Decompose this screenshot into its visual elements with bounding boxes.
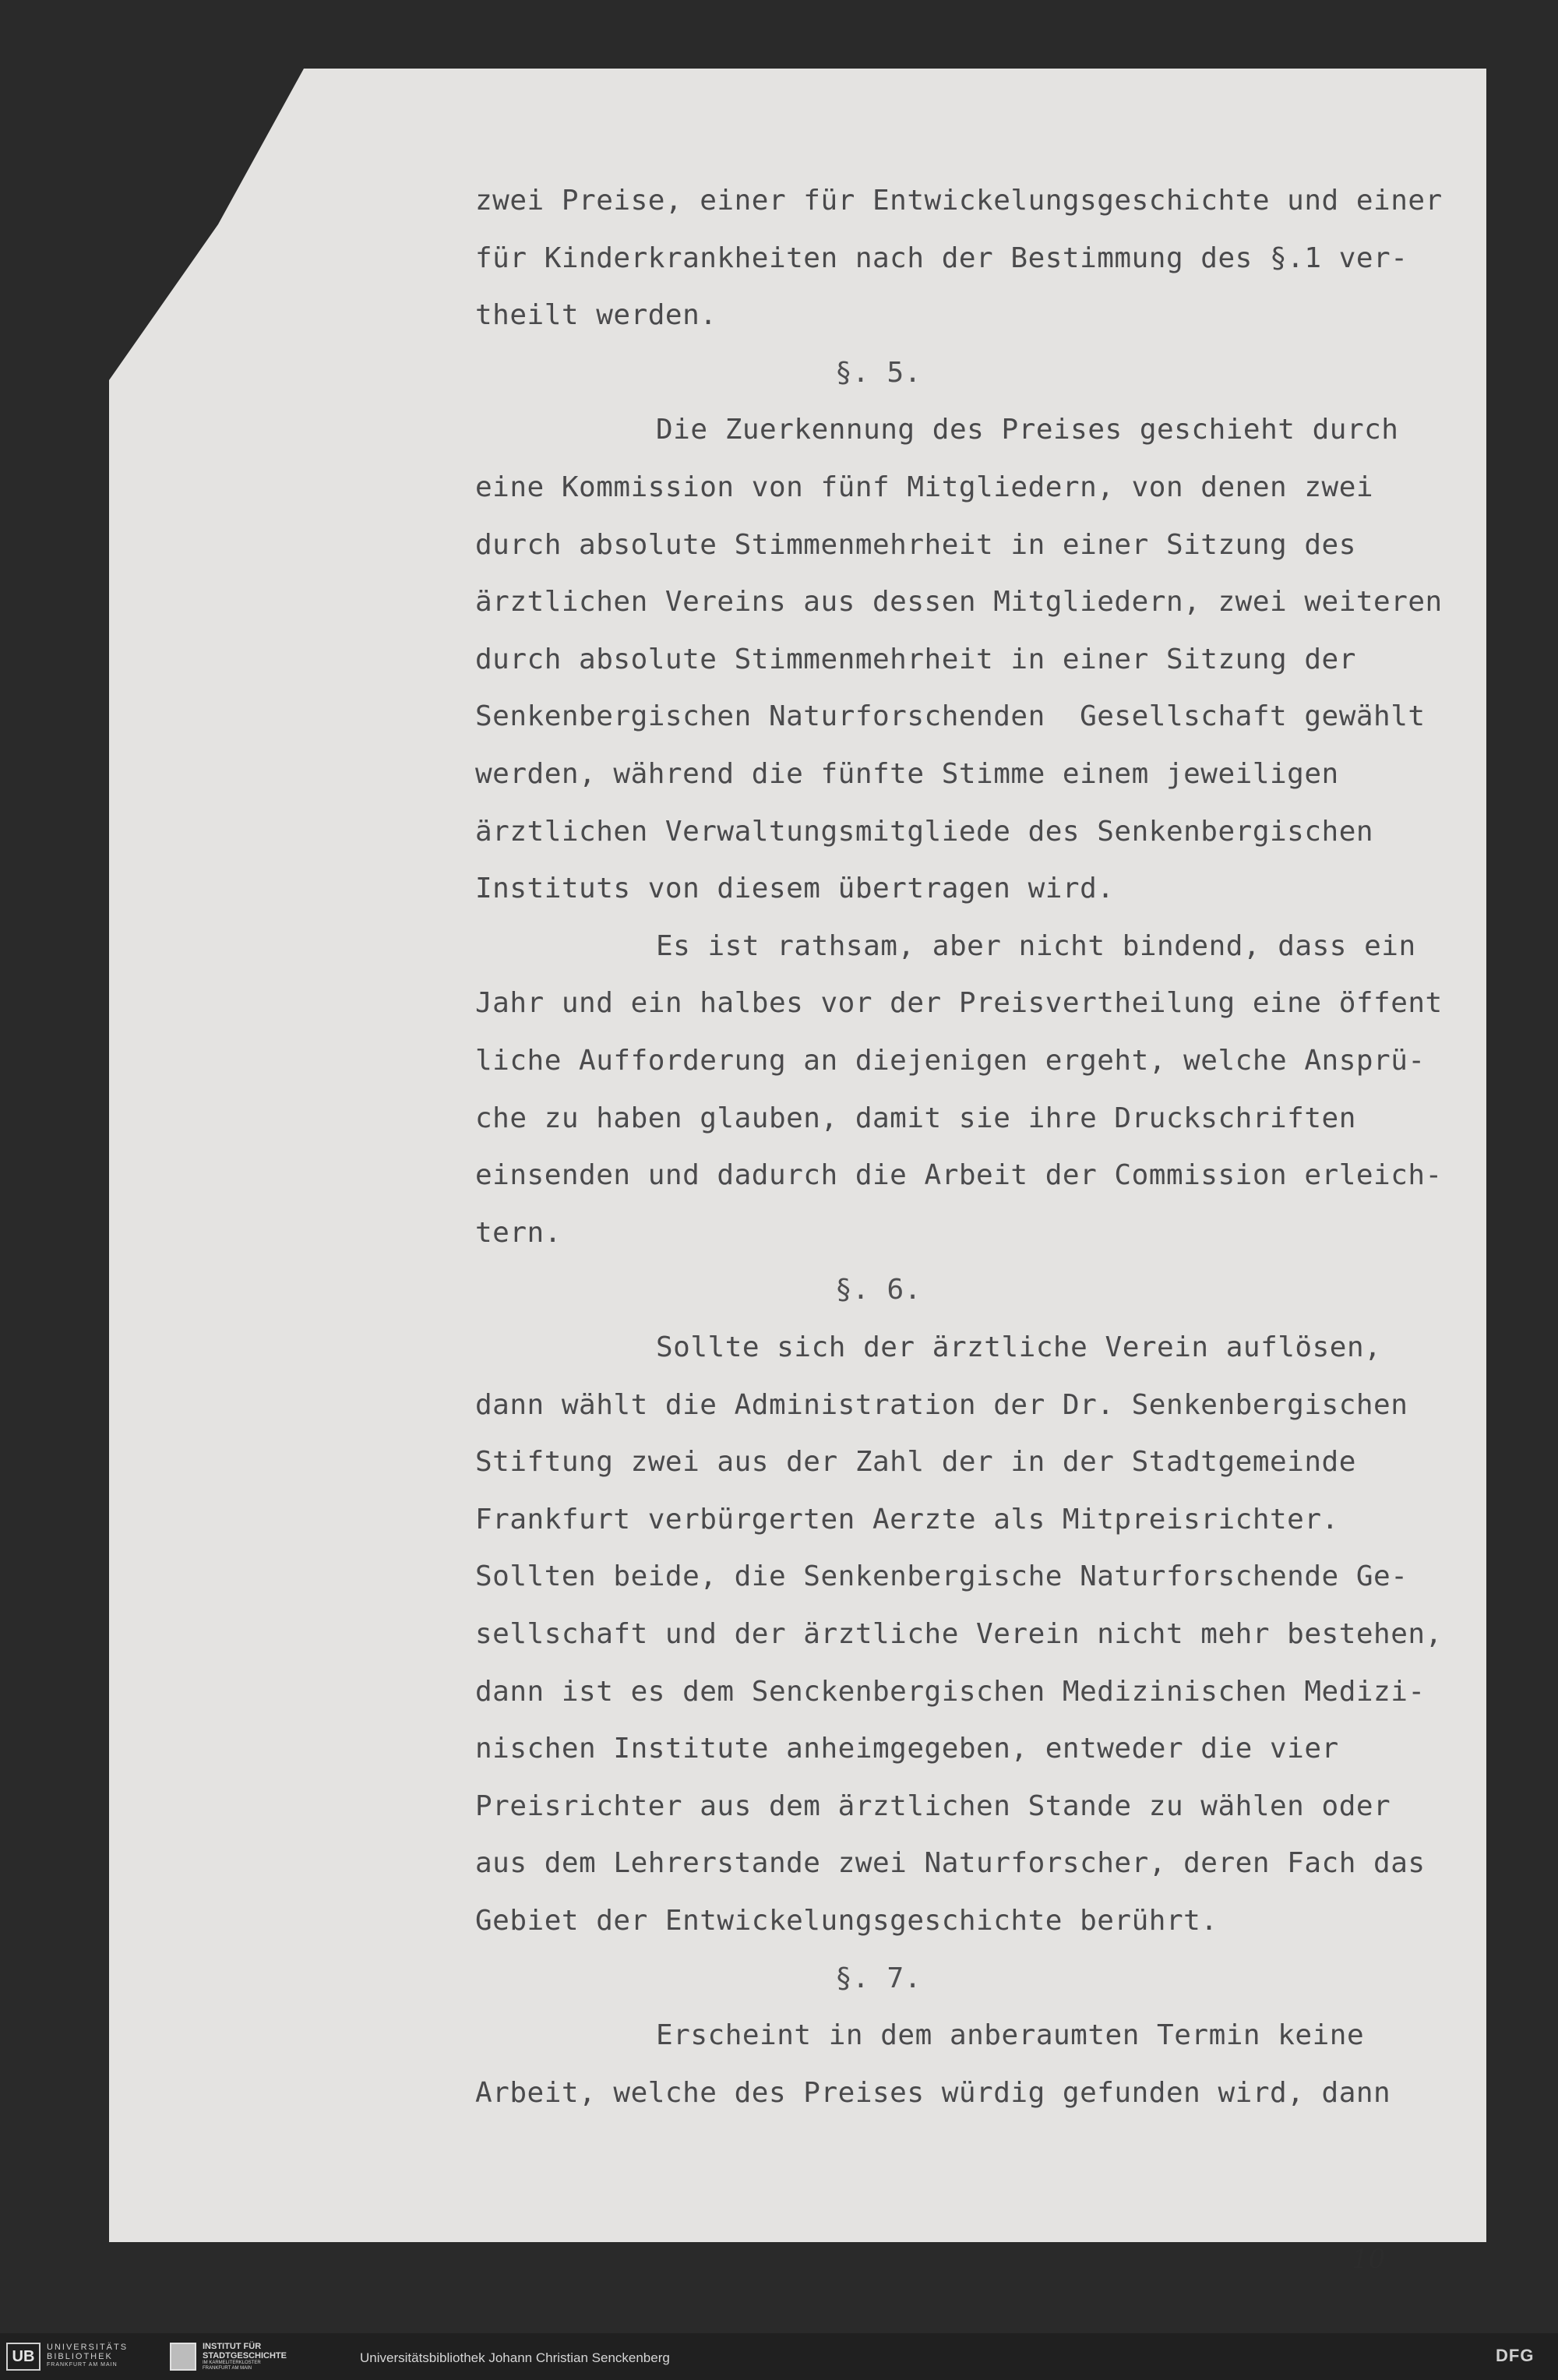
text-line: Frankfurt verbürgerten Aerzte als Mitpreisrichter.: [475, 1504, 1339, 1536]
institute-logo[interactable]: [170, 2341, 333, 2372]
text-line: Arbeit, welche des Preises würdig gefunden wird, dann: [475, 2077, 1391, 2109]
section-heading: §. 5.: [835, 357, 922, 389]
text-line: aus dem Lehrerstande zwei Naturforscher, deren Fach das: [475, 1847, 1426, 1879]
ub-logo-line: UNIVERSITÄTS: [47, 2343, 129, 2352]
text-line: Gebiet der Entwickelungsgeschichte berührt.: [475, 1905, 1218, 1937]
text-line: Sollte sich der ärztliche Verein auflösen,: [656, 1331, 1382, 1363]
text-line: dann wählt die Administration der Dr. Senkenbergischen: [475, 1389, 1408, 1421]
text-line: werden, während die fünfte Stimme einem jeweiligen: [475, 758, 1339, 790]
text-line: Stiftung zwei aus der Zahl der in der Stadtgemeinde: [475, 1446, 1356, 1478]
text-line: tern.: [475, 1217, 562, 1249]
text-line: eine Kommission von fünf Mitgliedern, von denen zwei: [475, 471, 1374, 503]
text-line: zwei Preise, einer für Entwickelungsgeschichte und einer: [475, 185, 1443, 217]
institute-logo-line: FRANKFURT AM MAIN: [203, 2366, 252, 2371]
text-line: durch absolute Stimmenmehrheit in einer Sitzung des: [475, 529, 1356, 561]
section-heading: §. 7.: [835, 1962, 922, 1994]
institute-logo-line: IM KARMELITERKLOSTER: [203, 2361, 261, 2365]
text-line: Instituts von diesem übertragen wird.: [475, 873, 1115, 904]
ub-library-logo[interactable]: [6, 2341, 162, 2372]
text-line: für Kinderkrankheiten nach der Bestimmung des §.1 ver-: [475, 242, 1408, 274]
text-line: dann ist es dem Senckenbergischen Medizinischen Medizi-: [475, 1676, 1426, 1708]
text-line: Erscheint in dem anberaumten Termin keine: [656, 2019, 1365, 2051]
footer-bar: [0, 2333, 1558, 2380]
text-line: nischen Institute anheimgegeben, entweder die vier: [475, 1733, 1339, 1765]
ub-badge: UB: [6, 2343, 41, 2371]
text-line: che zu haben glauben, damit sie ihre Druckschriften: [475, 1102, 1356, 1134]
text-line: theilt werden.: [475, 299, 717, 331]
text-line: durch absolute Stimmenmehrheit in einer Sitzung der: [475, 643, 1356, 675]
text-line: ärztlichen Vereins aus dessen Mitgliedern, zwei weiteren: [475, 586, 1443, 618]
dfg-logo[interactable]: DFG: [1496, 2346, 1535, 2365]
institute-emblem-icon: [170, 2343, 196, 2371]
text-line: einsenden und dadurch die Arbeit der Commission erleich-: [475, 1159, 1443, 1191]
text-line: Preisrichter aus dem ärztlichen Stande zu wählen oder: [475, 1790, 1391, 1822]
ub-logo-line: FRANKFURT AM MAIN: [47, 2362, 118, 2368]
ub-logo-line: BIBLIOTHEK: [47, 2352, 113, 2361]
text-line: Sollten beide, die Senkenbergische Naturforschende Ge-: [475, 1560, 1408, 1592]
text-line: liche Aufforderung an diejenigen ergeht, welche Ansprü-: [475, 1045, 1426, 1077]
text-line: ärztlichen Verwaltungsmitgliede des Senkenbergischen: [475, 816, 1374, 848]
institute-logo-line: INSTITUT FÜR: [203, 2342, 262, 2351]
text-line: Die Zuerkennung des Preises geschieht durch: [656, 414, 1399, 446]
text-line: Jahr und ein halbes vor der Preisvertheilung eine öffent: [475, 987, 1443, 1019]
text-line: Es ist rathsam, aber nicht bindend, dass ein: [656, 930, 1416, 962]
footer-credit: Universitätsbibliothek Johann Christian Senckenberg: [360, 2350, 670, 2365]
section-heading: §. 6.: [835, 1274, 922, 1306]
text-line: Senkenbergischen Naturforschenden Gesellschaft gewählt: [475, 700, 1426, 732]
institute-logo-line: STADTGESCHICHTE: [203, 2351, 287, 2361]
page-number: 10: [1352, 2244, 1386, 2275]
text-line: sellschaft und der ärztliche Verein nicht mehr bestehen,: [475, 1618, 1443, 1650]
